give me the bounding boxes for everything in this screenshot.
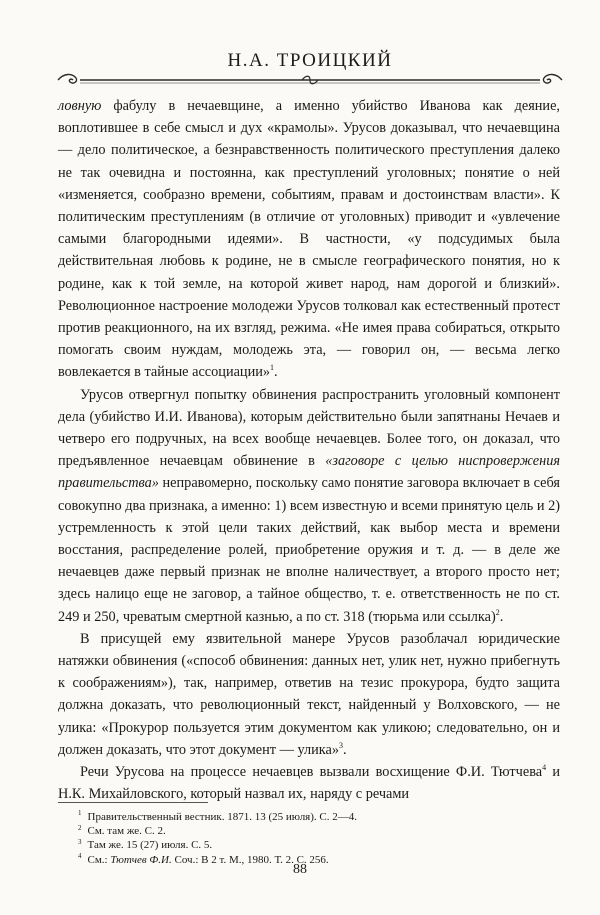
footnote-ref-2: 2 [495,607,500,617]
footnotes [78,810,558,867]
page-number: 88 [293,862,307,877]
paragraph-4: Речи Урусова на процессе нечаевцев вызвали восхищение Ф.И. Тютчева$^4$ и Н.К. Михайловского, который назвал их, наряду с речами [58,763,560,803]
footnote-3: $^3$ Там же. 15 (27) июля. С. 5. [78,837,213,852]
header-ornament [56,72,564,88]
footnote-2: $^2$ См. там же. С. 2. [78,823,166,838]
paragraph-1: ловную фабулу в нечаевщине, а именно убийство Иванова как деяние, воплотившее в себе смысл и дух «крамолы». Урусов доказывал, что нечаевщина — дело политическое, а безнравственность политического преступления далеко не так очевидна и постоянна, как преступлений уголовных; понятие о ней «изменяется, сообразно времени, событиям, правам и достоинствам власти». К политическим преступлениям (в отличие от уголовных) приводит и «увлечение самыми благородными идеями». В частности, «у подсудимых была действительная любовь к родине, не в смысле географического понятия, но к родине, как к той земле, на которой живет народ, нам дорогой и близкий». Революционное настроение молодежи Урусов толковал как естественный протест против реакционного, на их взгляд, режима. «Не имея права собираться, открыто помогать своим нуждам, молодежь эта, — говорил он, — весьма легко вовлекается в тайные ассоциации»$^1$. [58,98,560,381]
main-text [58,95,560,806]
running-header [58,50,562,72]
emphasis-text: «заговоре с целью ниспровержения правительства» [58,453,560,492]
author-name: Н.А. ТРОИЦКИЙ [227,50,393,71]
emphasis-text: ловную [58,98,102,114]
footnote-4: $^4$ См.: Тютчев Ф.И. Соч.: В 2 т. М., 1980. Т. 2. С. 256. [78,851,329,866]
paragraph-2: Урусов отвергнул попытку обвинения распространить уголовный компонент дела (убийство И.И. Иванова), которым действительно были запятнаны Нечаев и четверо его подручных, на всех вообще нечаевцев. Более того, он доказал, что предъявленное нечаевцам обвинение в «заговоре с целью ниспровержения правительства» неправомерно, поскольку само понятие заговора включает в себя совокупно два признака, а именно: 1) всем известную и всеми принятую цель и 2) устремленность к этой цели таких действий, как выбор места и времени восстания, распределение ролей, приобретение оружия и т. д. — в деле же нечаевцев даже первый признак не вполне наличествует, а второго просто нет; здесь налицо еще не заговор, а тайное общество, т. е. ответственность не по ст. 249 и 250, чреватым смертной казнью, а по ст. 318 (тюрьма или ссылка)$^2$. [58,386,560,625]
footnote-ref-3: 3 [339,741,344,751]
footnote-ref-4: 4 [542,763,547,773]
footnote-1: $^1$ Правительственный вестник. 1871. 13 (25 июля). С. 2—4. [78,809,357,823]
footnote-divider [58,802,208,803]
paragraph-3: В присущей ему язвительной манере Урусов разоблачал юридические натяжки обвинения («способ обвинения: данных нет, улик нет, нужно прибегнуть к соображениям»), так, например, ответив на тезис прокурора, будто защита должна доказать, что революционный текст, найденный у Волховского, — не улика: «Прокурор пользуется этим документом как уликою; следовательно, он и должен доказать, что этот документ — улика»$^3$. [58,630,560,758]
footnote-ref-1: 1 [270,363,275,373]
